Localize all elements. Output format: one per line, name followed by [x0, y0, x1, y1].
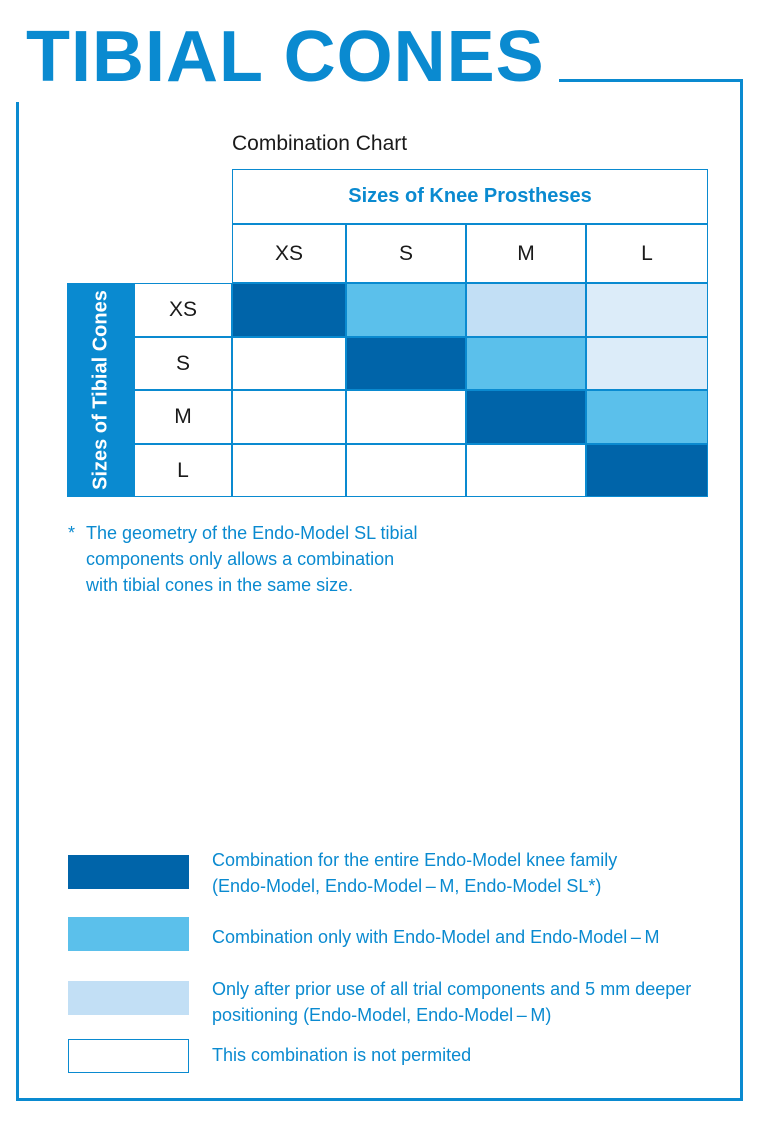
row-header: S	[134, 337, 232, 390]
footnote-star: *	[68, 523, 76, 543]
column-header: XS	[232, 224, 346, 283]
matrix-cell	[586, 337, 708, 390]
matrix-cell	[346, 390, 466, 444]
legend-swatch-trial	[68, 981, 189, 1015]
matrix-cell	[466, 337, 586, 390]
matrix-cell	[346, 444, 466, 497]
matrix-cell	[586, 444, 708, 497]
matrix-cell	[466, 390, 586, 444]
matrix-cell	[586, 283, 708, 337]
page-title: TIBIAL CONES	[12, 12, 559, 102]
footnote-line: with tibial cones in the same size.	[86, 575, 354, 595]
footnote-line: components only allows a combination	[86, 549, 395, 569]
matrix-cell	[466, 283, 586, 337]
legend-swatch-none	[68, 1039, 189, 1073]
legend-label-endo-m: Combination only with Endo-Model and Endo-Model – M	[212, 927, 660, 947]
matrix-cell	[232, 337, 346, 390]
matrix-cell	[586, 390, 708, 444]
matrix-cell	[346, 337, 466, 390]
legend-swatch-endo-m	[68, 917, 189, 951]
matrix-cell	[466, 444, 586, 497]
row-header: XS	[134, 283, 232, 337]
matrix-cell	[232, 390, 346, 444]
row-header: L	[134, 444, 232, 497]
matrix-cell	[232, 444, 346, 497]
footnote-line: The geometry of the Endo-Model SL tibial	[86, 523, 418, 543]
legend-label-entire: Combination for the entire Endo-Model knee family (Endo-Model, Endo-Model – M, Endo-Model SL*)	[212, 850, 618, 896]
legend-swatch-entire	[68, 855, 189, 889]
column-group-header: Sizes of Knee Prostheses	[232, 169, 708, 224]
row-group-label: Sizes of Tibial Cones	[89, 290, 112, 490]
chart-caption: Combination Chart	[232, 132, 408, 155]
footnote	[68, 520, 418, 598]
legend-label-none: This combination is not permited	[212, 1045, 472, 1065]
column-header: M	[466, 224, 586, 283]
legend-label-trial: Only after prior use of all trial components and 5 mm deeper positioning (Endo-Model, Endo-Model – M)	[212, 979, 692, 1025]
matrix-cell	[346, 283, 466, 337]
matrix-cell	[232, 283, 346, 337]
column-header: S	[346, 224, 466, 283]
row-header: M	[134, 390, 232, 444]
column-header: L	[586, 224, 708, 283]
